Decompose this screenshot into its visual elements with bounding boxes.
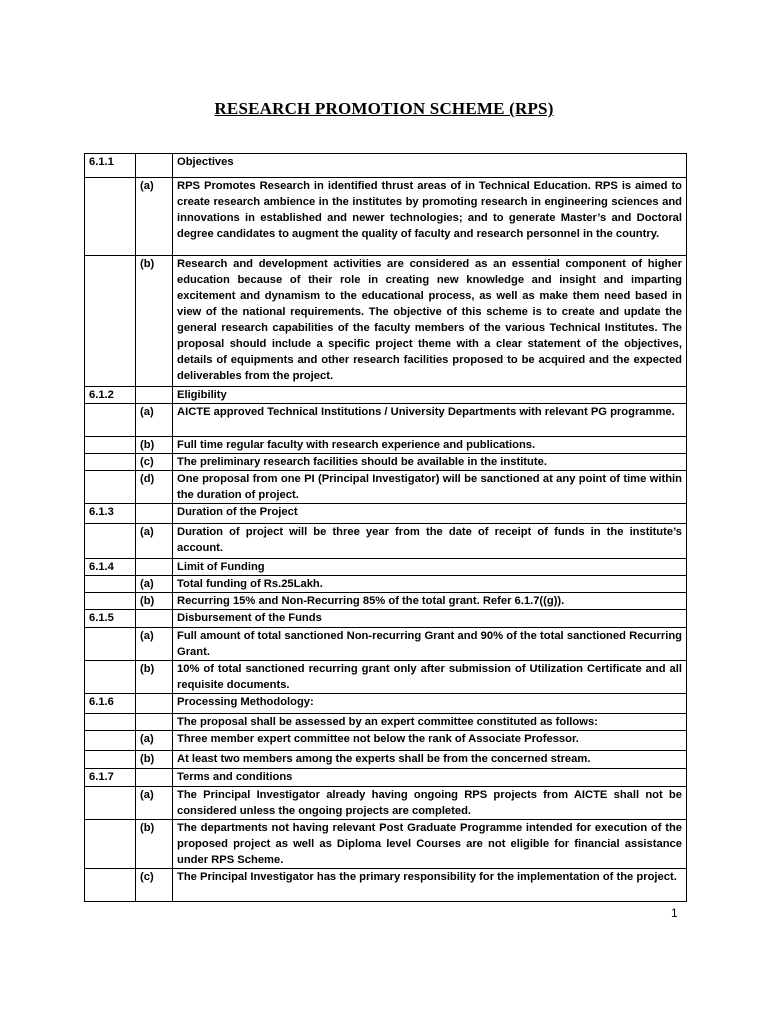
page-number: 1 <box>671 906 678 920</box>
table-row <box>85 820 687 869</box>
item-label <box>136 769 173 787</box>
item-text: Limit of Funding <box>173 559 687 576</box>
section-number <box>85 256 136 387</box>
section-number <box>85 661 136 694</box>
table-row <box>85 694 687 714</box>
item-label: (a) <box>136 787 173 820</box>
page-title: RESEARCH PROMOTION SCHEME (RPS) <box>214 99 554 118</box>
item-text: The proposal shall be assessed by an expert committee constituted as follows: <box>173 714 687 731</box>
section-number <box>85 576 136 593</box>
section-number: 6.1.7 <box>85 769 136 787</box>
table-row <box>85 471 687 504</box>
table-row <box>85 628 687 661</box>
section-number <box>85 869 136 902</box>
table-row <box>85 610 687 628</box>
item-label <box>136 387 173 404</box>
section-number <box>85 751 136 769</box>
table-row <box>85 769 687 787</box>
item-label <box>136 610 173 628</box>
table-row <box>85 576 687 593</box>
table-row <box>85 787 687 820</box>
section-number: 6.1.2 <box>85 387 136 404</box>
item-label: (a) <box>136 576 173 593</box>
table-row <box>85 437 687 454</box>
item-label: (a) <box>136 404 173 437</box>
item-label <box>136 714 173 731</box>
table-row <box>85 454 687 471</box>
item-label: (a) <box>136 628 173 661</box>
table-row <box>85 731 687 751</box>
table-row <box>85 178 687 256</box>
item-text: Processing Methodology: <box>173 694 687 714</box>
table-row <box>85 504 687 524</box>
item-text: Duration of project will be three year from the date of receipt of funds in the institute’s account. <box>173 524 687 559</box>
rps-table <box>84 153 687 902</box>
table-row <box>85 751 687 769</box>
item-label: (b) <box>136 593 173 610</box>
item-text: Objectives <box>173 154 687 178</box>
section-number: 6.1.4 <box>85 559 136 576</box>
item-text: The preliminary research facilities should be available in the institute. <box>173 454 687 471</box>
item-text: Terms and conditions <box>173 769 687 787</box>
item-text: The Principal Investigator already having ongoing RPS projects from AICTE shall not be considered unless the ongoing projects are completed. <box>173 787 687 820</box>
item-label: (d) <box>136 471 173 504</box>
item-label: (b) <box>136 437 173 454</box>
section-number <box>85 524 136 559</box>
section-number <box>85 454 136 471</box>
table-row <box>85 661 687 694</box>
item-label: (a) <box>136 731 173 751</box>
item-text: Duration of the Project <box>173 504 687 524</box>
item-label: (a) <box>136 178 173 256</box>
section-number: 6.1.6 <box>85 694 136 714</box>
table-row <box>85 404 687 437</box>
item-text: Recurring 15% and Non-Recurring 85% of the total grant. Refer 6.1.7((g)). <box>173 593 687 610</box>
table-row <box>85 593 687 610</box>
item-text: Three member expert committee not below the rank of Associate Professor. <box>173 731 687 751</box>
item-text: Full amount of total sanctioned Non-recurring Grant and 90% of the total sanctioned Recurring Grant. <box>173 628 687 661</box>
item-label: (b) <box>136 661 173 694</box>
item-text: Full time regular faculty with research experience and publications. <box>173 437 687 454</box>
item-label <box>136 504 173 524</box>
item-label: (b) <box>136 820 173 869</box>
item-label: (b) <box>136 751 173 769</box>
item-label: (b) <box>136 256 173 387</box>
table-row <box>85 154 687 178</box>
section-number <box>85 437 136 454</box>
item-text: The departments not having relevant Post Graduate Programme intended for execution of the proposed project as well as Diploma level Courses are not eligible for financial assistance under RPS Scheme. <box>173 820 687 869</box>
table-row <box>85 387 687 404</box>
item-text: Eligibility <box>173 387 687 404</box>
section-number: 6.1.5 <box>85 610 136 628</box>
table-row <box>85 714 687 731</box>
item-label: (c) <box>136 454 173 471</box>
table-row <box>85 524 687 559</box>
section-number <box>85 820 136 869</box>
item-text: Research and development activities are considered as an essential component of higher education because of their role in creating new knowledge and insight and imparting excitement and dynamism to the educational process, as well as make them need based in view of the national requirements. The objective of this scheme is to create and update the general research capabilities of the faculty members of the various Technical Institutes. The proposal should include a specific project theme with a clear statement of the objectives, details of equipments and other research facilities proposed to be acquired and the expected deliverables from the project. <box>173 256 687 387</box>
table-row <box>85 559 687 576</box>
section-number <box>85 471 136 504</box>
item-text: RPS Promotes Research in identified thrust areas of in Technical Education. RPS is aimed to create research ambience in the institutes by promoting research in engineering sciences and innovations in established and newer technologies; and to generate Master’s and Doctoral degree candidates to augment the quality of faculty and research personnel in the country. <box>173 178 687 256</box>
item-text: At least two members among the experts shall be from the concerned stream. <box>173 751 687 769</box>
section-number <box>85 628 136 661</box>
item-label <box>136 154 173 178</box>
section-number <box>85 178 136 256</box>
item-text: The Principal Investigator has the primary responsibility for the implementation of the project. <box>173 869 687 902</box>
section-number <box>85 404 136 437</box>
item-text: AICTE approved Technical Institutions / University Departments with relevant PG programme. <box>173 404 687 437</box>
section-number <box>85 787 136 820</box>
section-number <box>85 714 136 731</box>
item-label <box>136 694 173 714</box>
table-row <box>85 256 687 387</box>
table-row <box>85 869 687 902</box>
section-number: 6.1.1 <box>85 154 136 178</box>
section-number <box>85 593 136 610</box>
item-label <box>136 559 173 576</box>
item-text: One proposal from one PI (Principal Investigator) will be sanctioned at any point of time within the duration of project. <box>173 471 687 504</box>
item-label: (a) <box>136 524 173 559</box>
item-label: (c) <box>136 869 173 902</box>
item-text: Total funding of Rs.25Lakh. <box>173 576 687 593</box>
section-number: 6.1.3 <box>85 504 136 524</box>
item-text: Disbursement of the Funds <box>173 610 687 628</box>
item-text: 10% of total sanctioned recurring grant only after submission of Utilization Certificate and all requisite documents. <box>173 661 687 694</box>
section-number <box>85 731 136 751</box>
